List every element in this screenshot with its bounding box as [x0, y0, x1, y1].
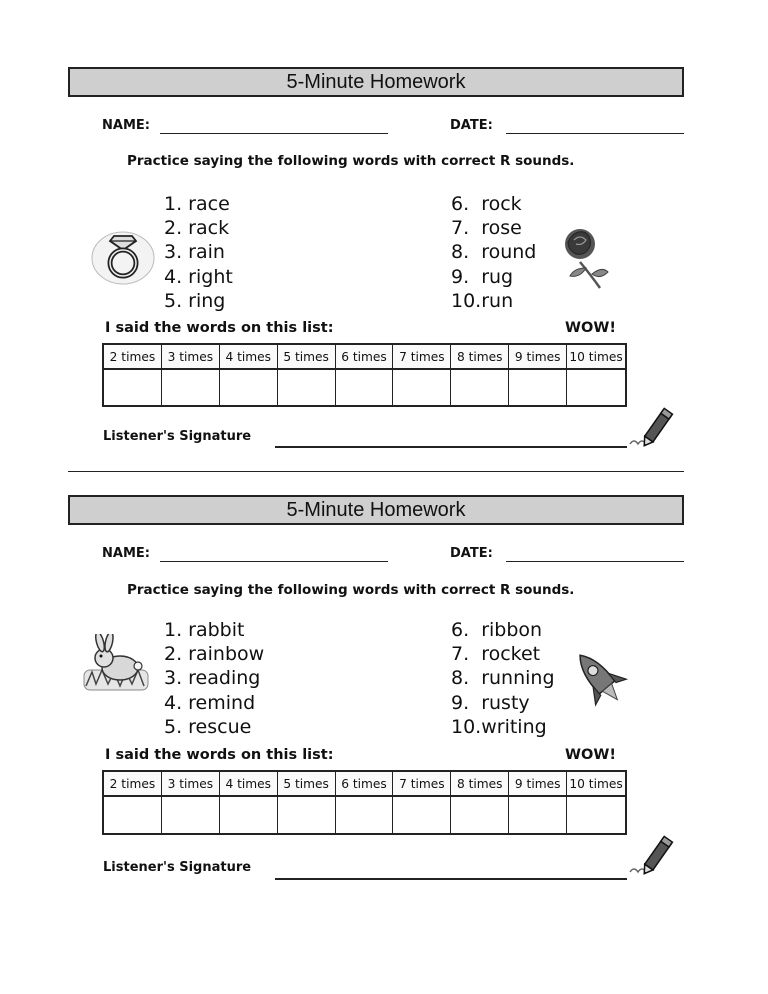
tally-box[interactable]	[336, 797, 394, 833]
date-label: DATE:	[450, 118, 493, 133]
word-item: 3. reading	[164, 667, 261, 690]
tally-box[interactable]	[567, 370, 625, 405]
word-item: 10.run	[451, 289, 514, 312]
word-item: 6. ribbon	[451, 619, 543, 641]
name-field[interactable]	[160, 133, 388, 134]
times-header: 7 times	[393, 345, 451, 370]
word-item: 5. ring	[164, 289, 226, 312]
word-item: 4. remind	[164, 691, 256, 714]
homework-sheet	[0, 0, 768, 444]
word-list-left	[164, 618, 264, 739]
times-header: 5 times	[278, 772, 336, 797]
times-header: 5 times	[278, 345, 336, 370]
tally-box[interactable]	[220, 370, 278, 405]
sheet-title: 5-Minute Homework	[68, 67, 684, 97]
practice-tally-table	[102, 770, 627, 835]
said-label: I said the words on this list:	[105, 747, 334, 763]
date-label: DATE:	[450, 546, 493, 561]
tally-box[interactable]	[393, 370, 451, 405]
times-header: 3 times	[162, 345, 220, 370]
word-item: 7. rocket	[451, 643, 541, 666]
tally-box[interactable]	[278, 797, 336, 833]
ring-icon	[90, 226, 156, 286]
signature-field[interactable]	[275, 878, 627, 880]
date-field[interactable]	[506, 561, 684, 562]
times-header: 9 times	[509, 772, 567, 797]
word-item: 8. running	[451, 667, 555, 690]
rocket-icon	[572, 646, 628, 712]
word-item: 2. rack	[164, 217, 230, 240]
tally-box[interactable]	[220, 797, 278, 833]
sheet-title: 5-Minute Homework	[68, 495, 684, 525]
times-header: 6 times	[336, 772, 394, 797]
word-item: 5. rescue	[164, 715, 252, 738]
word-item: 9. rusty	[451, 691, 530, 714]
tally-box[interactable]	[162, 370, 220, 405]
word-item: 7. rose	[451, 217, 522, 240]
times-header: 8 times	[451, 772, 509, 797]
tally-box[interactable]	[104, 370, 162, 405]
word-item: 6. rock	[451, 193, 522, 215]
word-list-left	[164, 192, 233, 313]
tally-box[interactable]	[393, 797, 451, 833]
name-label: NAME:	[102, 546, 150, 561]
times-header: 8 times	[451, 345, 509, 370]
times-header: 3 times	[162, 772, 220, 797]
word-item: 1. rabbit	[164, 619, 245, 641]
pencil-icon	[626, 832, 680, 876]
times-header: 10 times	[567, 772, 625, 797]
instructions: Practice saying the following words with correct R sounds.	[127, 153, 575, 169]
tally-box[interactable]	[509, 797, 567, 833]
practice-tally-table	[102, 343, 627, 407]
rabbit-icon	[82, 634, 150, 692]
times-header: 7 times	[393, 772, 451, 797]
instructions: Practice saying the following words with correct R sounds.	[127, 582, 575, 598]
times-header: 2 times	[104, 345, 162, 370]
times-header: 6 times	[336, 345, 394, 370]
tally-box[interactable]	[278, 370, 336, 405]
tally-box[interactable]	[509, 370, 567, 405]
tally-box[interactable]	[336, 370, 394, 405]
word-item: 2. rainbow	[164, 643, 265, 666]
word-item: 9. rug	[451, 265, 514, 288]
name-label: NAME:	[102, 118, 150, 133]
times-header: 9 times	[509, 345, 567, 370]
times-header: 10 times	[567, 345, 625, 370]
name-field[interactable]	[160, 561, 388, 562]
signature-label: Listener's Signature	[103, 429, 252, 444]
times-header: 2 times	[104, 772, 162, 797]
tally-box[interactable]	[451, 370, 509, 405]
word-item: 8. round	[451, 241, 537, 264]
rose-icon	[556, 222, 618, 294]
times-header: 4 times	[220, 345, 278, 370]
homework-sheet	[0, 428, 768, 875]
tally-box[interactable]	[162, 797, 220, 833]
word-item: 3. rain	[164, 241, 225, 264]
tally-box[interactable]	[567, 797, 625, 833]
wow-label: WOW!	[565, 320, 616, 336]
signature-label: Listener's Signature	[103, 860, 252, 875]
said-label: I said the words on this list:	[105, 320, 334, 336]
word-list-right	[451, 192, 536, 313]
tally-box[interactable]	[104, 797, 162, 833]
date-field[interactable]	[506, 133, 684, 134]
tally-box[interactable]	[451, 797, 509, 833]
word-item: 10.writing	[451, 715, 547, 738]
times-header: 4 times	[220, 772, 278, 797]
word-item: 1. race	[164, 193, 230, 215]
word-list-right	[451, 618, 555, 739]
word-item: 4. right	[164, 265, 233, 288]
wow-label: WOW!	[565, 747, 616, 763]
